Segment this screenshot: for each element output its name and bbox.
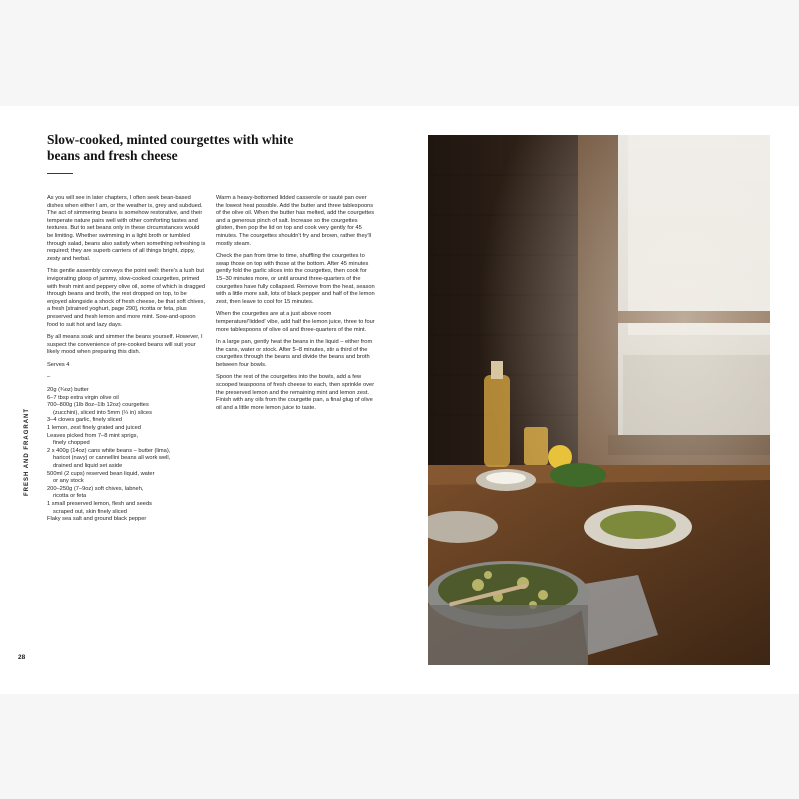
method-paragraph: In a large pan, gently heat the beans in the liquid – either from the cans, water or stock. After 5–8 minutes, stir a third of the courgettes through the beans and divide the beans and broth between four bowls. [216,339,373,368]
serves-line: Serves 4 [47,361,70,368]
recipe-title: Slow-cooked, minted courgettes with white beans and fresh cheese [47,132,294,163]
pot-side [428,605,588,665]
ingredient-item: 20g (¾oz) butter [47,387,89,394]
ingredient-item: Flaky sea salt and ground black pepper [47,516,147,523]
text-column-right [216,195,376,417]
separator-dash: – [47,374,51,381]
book-page [0,106,799,694]
ingredient-item: 1 small preserved lemon, flesh and seeds [47,500,152,507]
ingredient-item: ricotta or feta [53,493,87,500]
ingredient-list [47,387,207,524]
ingredient-item: finely chopped [53,440,90,447]
text-column-left [47,195,207,524]
ingredient-item: 500ml (2 cups) reserved bean liquid, water [47,470,155,477]
ingredient-item: haricot (navy) or cannellini beans all work well, [53,455,171,462]
method-paragraph: Spoon the rest of the courgettes into the bowls, add a few scooped teaspoons of fresh cheese to each, then sprinkle over the preserved lemon and the remaining mint and lemon zest. Finish with any oils from the courgette pan, a final glug of olive oil and a little more lemon juice to taste. [216,374,375,411]
ingredient-item: or any stock [53,478,84,485]
glass [524,427,548,465]
cheese [486,472,526,484]
title-rule [47,173,73,174]
food-photo [428,135,770,665]
ingredient-item: drained and liquid set aside [53,463,123,469]
mint-herbs [550,463,606,487]
intro-paragraph: By all means soak and simmer the beans yourself. However, I suspect the convenience of pre-cooked beans will suit your likely mood when preparing this dish. [47,334,203,356]
page-number: 28 [18,654,26,661]
ingredient-item: 2 x 400g (14oz) cans white beans – butter (lima), [47,447,171,454]
ingredient-item: (zucchini), sliced into 5mm (¼ in) slices [53,409,152,416]
ingredient-item: 700–800g (1lb 8oz–1lb 12oz) courgettes [47,402,149,409]
ingredient-item: 200–250g (7–9oz) soft chives, labneh, [47,485,144,492]
intro-paragraph: As you will see in later chapters, I often seek bean-based dishes when either I am, or the weather is, grey and subdued. The act of simmering beans is somehow restorative, and their temperate nature pairs well with other comforting tastes and textures. But to set beans only in these circumstances would be limiting. Whether swimming in a light broth or tumbled through salad, beans also satisfy when something refreshing is required; they are superb carriers of all things bright, zippy, zesty and herbal. [47,195,206,262]
intro-paragraph: This gentle assembly conveys the point well: there's a lush but invigorating gloop of jammy, slow-cooked courgettes, primed with fresh mint and peppery olive oil, some of which is dragged through beans and broth, the rest dropped on top, to be enjoyed alongside a shock of fresh cheese, be that soft chives, a fresh [strained yoghurt, page 290], ricotta or feta, plus preserved and fresh lemon and more mint. Sow-and-spoon food to suit hot and lazy days. [47,268,206,328]
bowl-courgettes [600,511,676,539]
section-label-text: FRESH AND FRAGRANT [24,407,31,497]
food-photo-illustration [428,135,770,665]
ingredient-item: 6–7 tbsp extra virgin olive oil [47,394,119,401]
ingredient-item: Leaves picked from 7–8 mint sprigs, [47,432,139,439]
method-paragraph: Check the pan from time to time, shuffling the courgettes to swap those on top with those at the bottom. After 45 minutes gently fold the garlic slices into the courgettes, then cook for 15–30 minutes more, or until around three-quarters of the courgettes have fully collapsed. Remove from the heat, season with a little more salt, lots of black pepper and half of the lemon zest, then leave to cool for 15 minutes. [216,253,375,305]
ingredient-item: scraped out, skin finely sliced [53,508,127,515]
ingredient-item: 1 lemon, zest finely grated and juiced [47,425,141,432]
method-paragraph: When the courgettes are at a just above room temperature/'lidded' vibe, add half the lemon juice, three to four more tablespoons of olive oil and three-quarters of the mint. [216,311,375,333]
oil-bottle [484,375,510,467]
method-paragraph: Warm a heavy-bottomed lidded casserole or sauté pan over the lowest heat possible. Add the butter and three tablespoons of the olive oil. When the butter has melted, add the courgettes and a generous pinch of salt. Increase so the courgettes glisten, then pop the lid on top and cook very gently for 45 minutes. The courgettes shouldn't fry and brown, rather they'll mostly steam. [216,195,375,247]
ingredient-item: 3–4 cloves garlic, finely sliced [47,417,122,424]
bottle-neck [491,361,503,379]
section-label [18,362,36,542]
